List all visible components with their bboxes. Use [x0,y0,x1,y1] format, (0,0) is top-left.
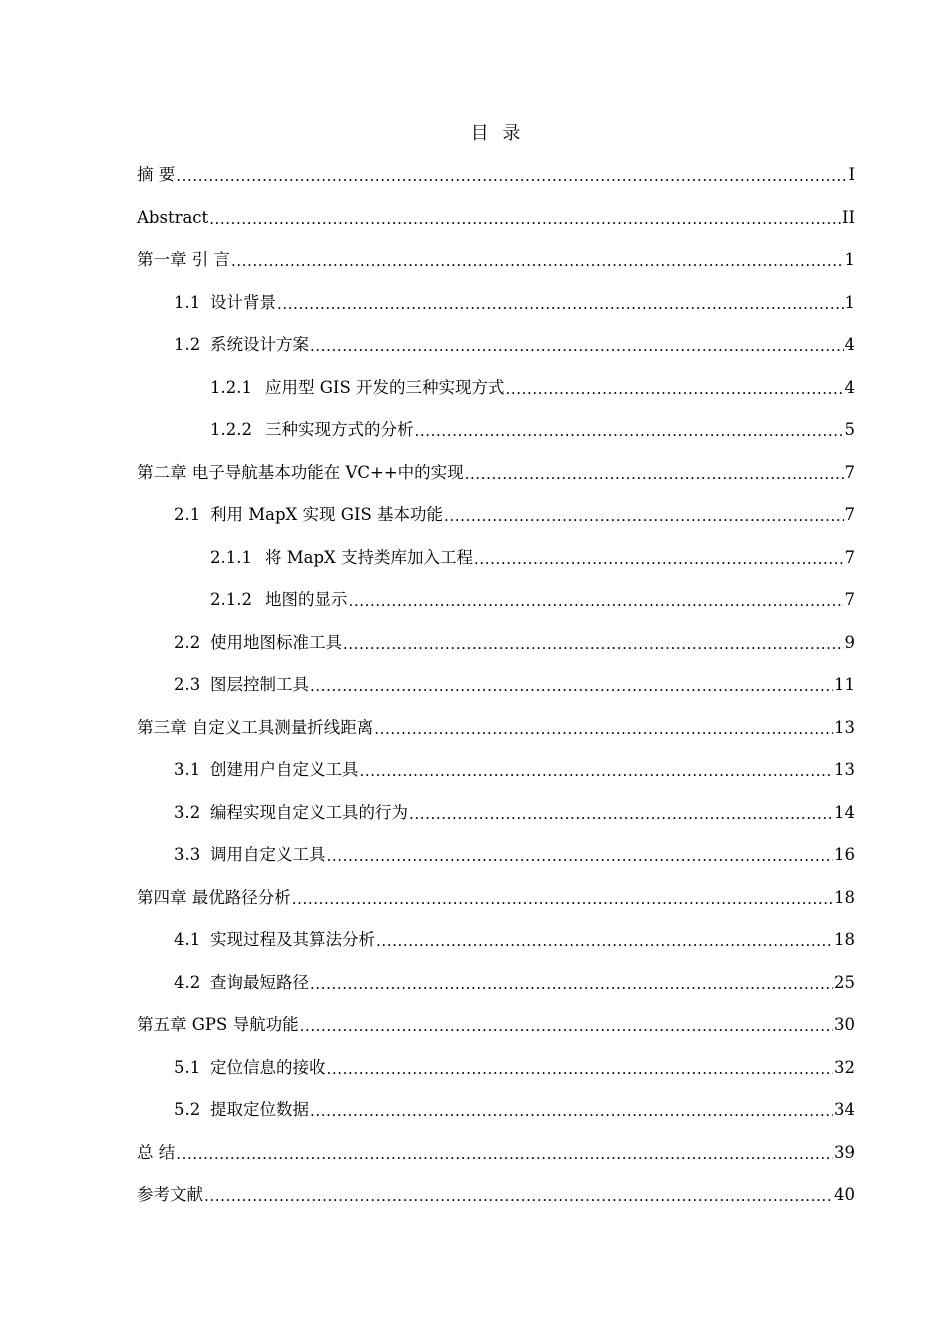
toc-dot-leader [415,409,844,452]
toc-entry[interactable] [137,452,855,495]
toc-entry[interactable] [137,494,855,537]
toc-dot-leader [204,1174,833,1217]
toc-entry[interactable] [137,324,855,367]
toc-entry-number: 2.1.2 [210,590,252,609]
toc-dot-leader [231,239,844,282]
toc-dot-leader [474,537,843,580]
toc-entry-page-number: 25 [834,972,855,992]
toc-entry-title: 创建用户自定义工具 [210,760,359,779]
toc-entry-number: 1.2.2 [210,420,252,439]
toc-dot-leader [176,154,847,197]
toc-entry-title: 将 MapX 支持类库加入工程 [265,547,474,567]
toc-entry-title: 应用型 GIS 开发的三种实现方式 [265,377,505,397]
toc-dot-leader [310,962,833,1005]
toc-entry-number: 2.1.1 [210,547,252,567]
toc-entry[interactable] [137,197,855,240]
toc-entry-number: 5.2 [174,1100,201,1119]
toc-entry-number: 2.3 [174,675,201,694]
toc-dot-leader [327,1047,834,1090]
toc-entry-title: 利用 MapX 实现 GIS 基本功能 [210,505,444,524]
toc-dot-leader [349,579,844,622]
toc-dot-leader [292,877,833,920]
toc-dot-leader [409,792,833,835]
toc-dot-leader [327,834,834,877]
toc-title: 目 录 [470,123,525,144]
toc-entry[interactable] [137,1047,855,1090]
toc-entry-page-number: 7 [844,505,855,524]
toc-entry[interactable] [137,919,855,962]
toc-entry-page-number: 13 [834,760,855,779]
toc-dot-leader [310,664,833,707]
toc-entry-title: Abstract [137,207,209,227]
toc-entry[interactable] [137,239,855,282]
toc-entry-title: 提取定位数据 [210,1100,309,1119]
toc-entry[interactable] [137,537,855,580]
toc-entry[interactable] [137,367,855,410]
toc-entry[interactable] [137,877,855,920]
toc-entry-title: 第四章 最优路径分析 [137,887,291,907]
toc-entry-title: 定位信息的接收 [210,1057,326,1077]
toc-entry[interactable] [137,154,855,197]
toc-entry-title: 总 结 [137,1142,176,1162]
toc-entry[interactable] [137,792,855,835]
toc-list [137,154,855,1217]
toc-dot-leader [209,197,841,240]
toc-entry-title: 设计背景 [210,292,276,312]
toc-entry-page-number: 1 [844,292,855,312]
toc-dot-leader [310,1089,833,1132]
toc-dot-leader [300,1004,833,1047]
toc-entry-number: 1.2 [174,335,201,354]
toc-entry-page-number: 18 [834,887,855,907]
toc-dot-leader [360,749,834,792]
toc-entry-number: 2.2 [174,632,201,652]
toc-entry-page-number: 4 [844,377,855,397]
toc-entry-number: 1.1 [174,292,201,312]
toc-dot-leader [277,282,844,325]
toc-entry[interactable] [137,707,855,750]
toc-entry-page-number: I [848,165,855,184]
toc-entry-page-number: 9 [844,632,855,652]
toc-entry-number: 1.2.1 [210,377,252,397]
toc-entry[interactable] [137,1089,855,1132]
toc-entry-page-number: 32 [834,1057,855,1077]
toc-entry-title: 摘 要 [137,165,176,184]
toc-entry-page-number: 30 [834,1015,855,1034]
toc-entry-page-number: 11 [834,675,855,694]
toc-entry-page-number: 16 [834,845,855,864]
toc-entry-number: 3.1 [174,760,201,779]
toc-entry-page-number: 4 [844,335,855,354]
toc-entry-page-number: 7 [844,547,855,567]
toc-entry-page-number: 18 [834,930,855,949]
toc-entry[interactable] [137,1174,855,1217]
toc-entry[interactable] [137,409,855,452]
toc-entry-number: 4.2 [174,972,201,992]
toc-entry-number: 4.1 [174,930,201,949]
toc-dot-leader [176,1132,833,1175]
toc-entry-title: 编程实现自定义工具的行为 [210,802,408,822]
toc-entry-page-number: 13 [834,717,855,737]
toc-entry-title: 第五章 GPS 导航功能 [137,1015,299,1034]
toc-entry-number: 5.1 [174,1057,201,1077]
toc-dot-leader [374,707,833,750]
toc-entry[interactable] [137,962,855,1005]
toc-entry-title: 使用地图标准工具 [210,632,342,652]
toc-entry-page-number: 34 [834,1100,855,1119]
toc-entry-title: 查询最短路径 [210,972,309,992]
toc-entry-number: 3.3 [174,845,201,864]
toc-entry[interactable] [137,834,855,877]
toc-entry[interactable] [137,622,855,665]
toc-entry-number: 2.1 [174,505,201,524]
toc-entry-number: 3.2 [174,802,201,822]
toc-entry-page-number: 39 [834,1142,855,1162]
toc-entry[interactable] [137,749,855,792]
toc-entry[interactable] [137,579,855,622]
toc-dot-leader [444,494,843,537]
toc-dot-leader [343,622,844,665]
toc-entry[interactable] [137,664,855,707]
toc-entry-title: 系统设计方案 [210,335,309,354]
toc-entry-title: 实现过程及其算法分析 [210,930,375,949]
toc-dot-leader [376,919,833,962]
toc-entry[interactable] [137,1004,855,1047]
toc-entry-page-number: 1 [844,250,855,269]
toc-entry-page-number: 14 [834,802,855,822]
toc-entry-page-number: 5 [844,420,855,439]
toc-dot-leader [506,367,844,410]
toc-entry-title: 地图的显示 [265,590,348,609]
toc-entry-title: 图层控制工具 [210,675,309,694]
toc-dot-leader [310,324,844,367]
toc-entry[interactable] [137,282,855,325]
toc-entry-title: 第二章 电子导航基本功能在 VC++中的实现 [137,462,464,482]
toc-entry-title: 第一章 引 言 [137,250,230,269]
toc-entry[interactable] [137,1132,855,1175]
toc-entry-page-number: 7 [844,462,855,482]
toc-entry-title: 第三章 自定义工具测量折线距离 [137,717,374,737]
toc-entry-page-number: 40 [834,1185,855,1204]
toc-dot-leader [465,452,844,495]
toc-entry-page-number: II [841,207,855,227]
toc-entry-page-number: 7 [844,590,855,609]
toc-entry-title: 调用自定义工具 [210,845,326,864]
toc-entry-title: 三种实现方式的分析 [265,420,414,439]
toc-entry-title: 参考文献 [137,1185,203,1204]
